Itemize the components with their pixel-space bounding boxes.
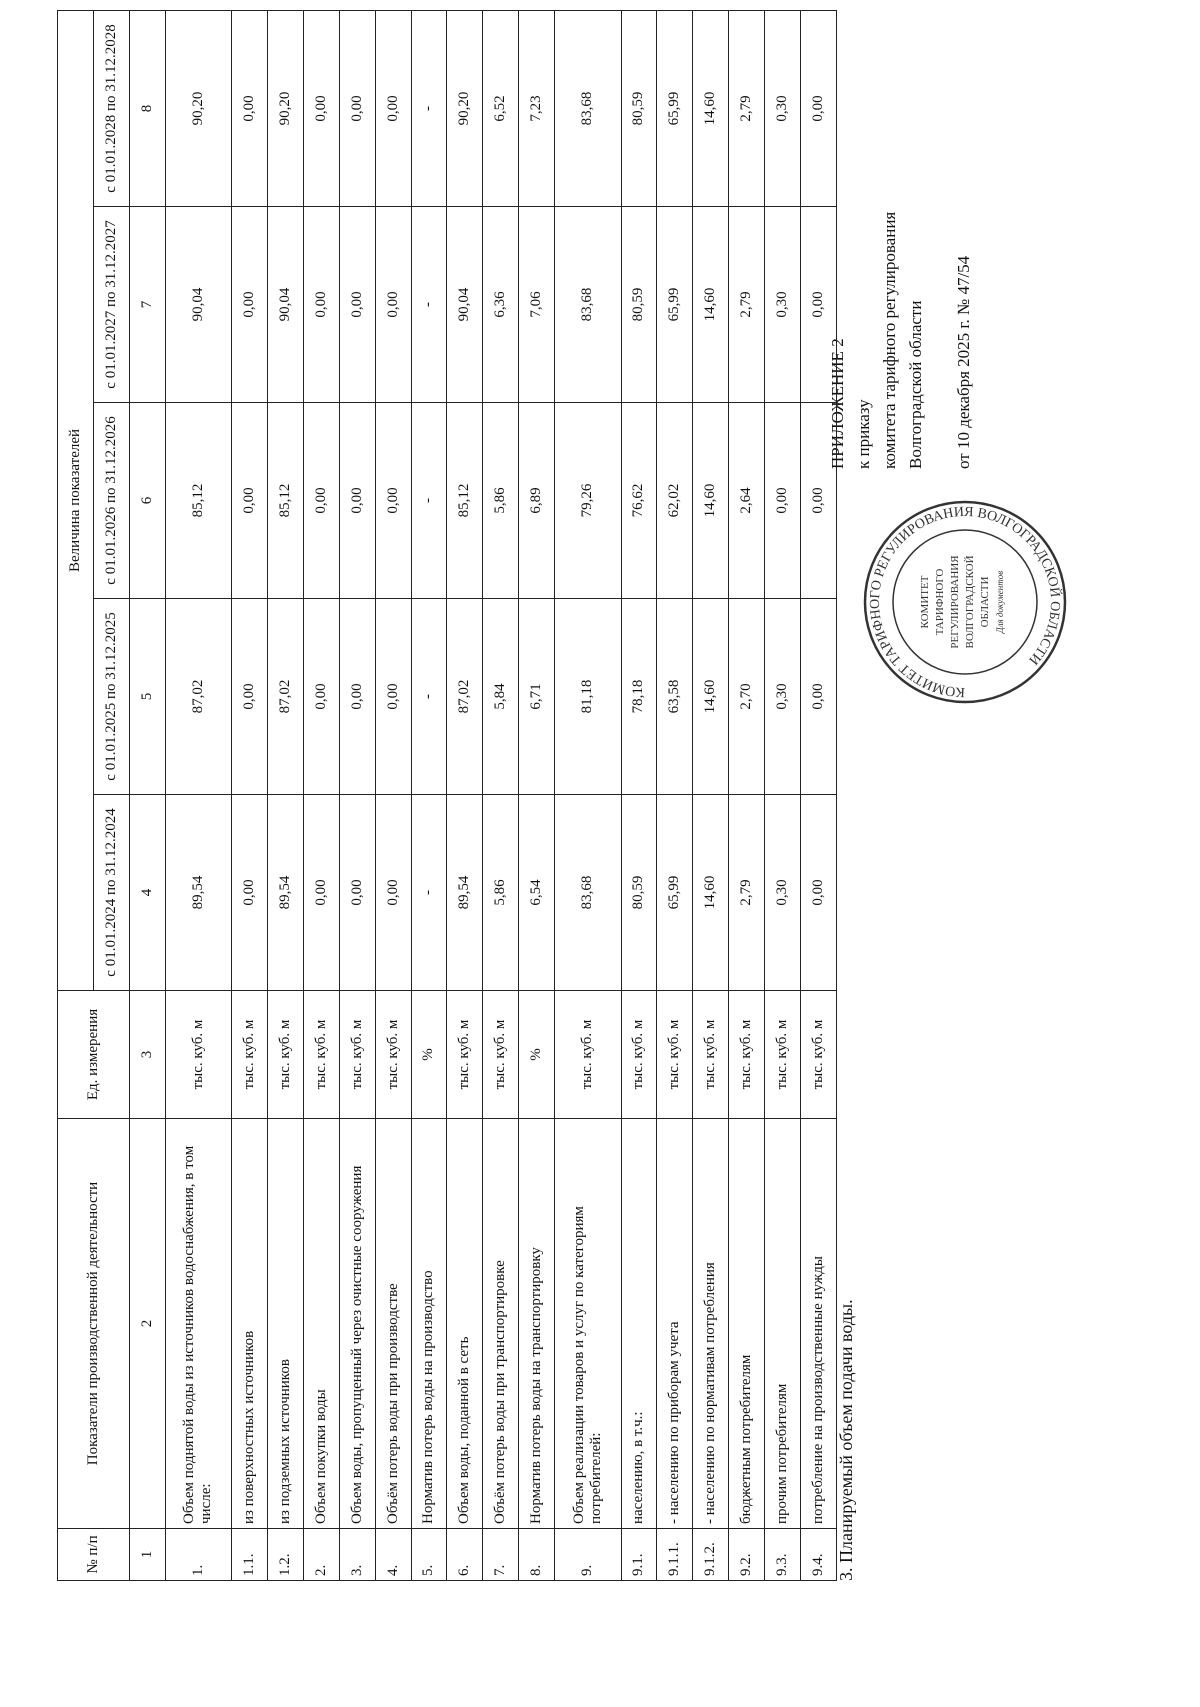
row-value: 0,00 (800, 207, 836, 403)
row-value: 2,79 (729, 795, 765, 991)
row-indicator: Объем поднятой воды из источников водоснабжения, в том числе: (165, 1119, 231, 1529)
row-value: 14,60 (693, 403, 729, 599)
official-seal-icon (860, 497, 1070, 707)
row-value: 0,30 (765, 10, 801, 206)
row-value: 7,23 (519, 10, 555, 206)
row-value: 0,00 (800, 403, 836, 599)
row-indicator: - населению по нормативам потребления (693, 1119, 729, 1529)
row-value: 62,02 (657, 403, 693, 599)
row-value: 85,12 (165, 403, 231, 599)
row-number: 9. (555, 1529, 621, 1581)
row-value: 6,36 (483, 207, 519, 403)
row-value: - (411, 10, 447, 206)
row-indicator: Норматив потерь воды на транспортировку (519, 1119, 555, 1529)
order-date: от 10 декабря 2025 г. № 47/54 (954, 255, 973, 469)
row-value: 83,68 (555, 207, 621, 403)
row-unit: тыс. куб. м (339, 991, 375, 1119)
row-value: 6,71 (519, 599, 555, 795)
table-row (519, 10, 555, 1580)
column-number: 5 (129, 599, 165, 795)
row-unit: тыс. куб. м (621, 991, 657, 1119)
row-value: 2,64 (729, 403, 765, 599)
appendix-line-1: к приказу (854, 399, 873, 469)
row-unit: тыс. куб. м (765, 991, 801, 1119)
row-number: 4. (375, 1529, 411, 1581)
row-value: 0,00 (303, 10, 339, 206)
row-value: 14,60 (693, 207, 729, 403)
row-indicator: Объём потерь воды при транспортировке (483, 1119, 519, 1529)
row-unit: тыс. куб. м (165, 991, 231, 1119)
row-unit: тыс. куб. м (800, 991, 836, 1119)
row-value: 14,60 (693, 599, 729, 795)
row-value: 5,86 (483, 403, 519, 599)
row-indicator: Объем воды, поданной в сеть (447, 1119, 483, 1529)
table-row (693, 10, 729, 1580)
row-value: 6,52 (483, 10, 519, 206)
seal-inner-3: РЕГУЛИРОВАНИЯ (949, 555, 961, 649)
row-number: 6. (447, 1529, 483, 1581)
column-number: 8 (129, 10, 165, 206)
row-value: 0,30 (765, 599, 801, 795)
row-value: 2,79 (729, 10, 765, 206)
row-value: 6,54 (519, 795, 555, 991)
row-number: 3. (339, 1529, 375, 1581)
row-value: 83,68 (555, 795, 621, 991)
row-indicator: из подземных источников (267, 1119, 303, 1529)
row-value: 90,04 (267, 207, 303, 403)
row-number: 7. (483, 1529, 519, 1581)
table-row (447, 10, 483, 1580)
row-unit: тыс. куб. м (303, 991, 339, 1119)
table-row (411, 10, 447, 1580)
row-value: 0,00 (375, 207, 411, 403)
seal-inner-4: ВОЛГОГРАДСКОЙ (964, 555, 976, 649)
column-number: 6 (129, 403, 165, 599)
row-value: 0,00 (375, 403, 411, 599)
row-unit: тыс. куб. м (693, 991, 729, 1119)
row-value: 0,00 (303, 207, 339, 403)
row-value: 0,00 (375, 795, 411, 991)
appendix-line-2: комитета тарифного регулирования (880, 211, 899, 469)
section-title: 3. Планируемый объем подачи воды. (836, 1299, 856, 1581)
row-value: 76,62 (621, 403, 657, 599)
header-values-group: Величина показателей (58, 10, 94, 990)
row-number: 9.4. (800, 1529, 836, 1581)
table-row (267, 10, 303, 1580)
row-unit: тыс. куб. м (729, 991, 765, 1119)
water-supply-table (57, 10, 837, 1581)
table-row (800, 10, 836, 1580)
row-indicator: Объем покупки воды (303, 1119, 339, 1529)
row-unit: % (411, 991, 447, 1119)
table-row (729, 10, 765, 1580)
row-number: 9.1. (621, 1529, 657, 1581)
row-indicator: потребление на производственные нужды (800, 1119, 836, 1529)
row-value: 90,20 (165, 10, 231, 206)
column-number: 1 (129, 1529, 165, 1581)
table-row (303, 10, 339, 1580)
row-value: 87,02 (165, 599, 231, 795)
row-number: 9.2. (729, 1529, 765, 1581)
row-value: 89,54 (165, 795, 231, 991)
row-value: 83,68 (555, 10, 621, 206)
row-value: - (411, 207, 447, 403)
header-no: № п/п (58, 1529, 130, 1581)
column-number: 7 (129, 207, 165, 403)
row-value: 0,00 (765, 403, 801, 599)
row-number: 1.1. (232, 1529, 268, 1581)
row-value: 90,04 (165, 207, 231, 403)
row-value: 2,79 (729, 207, 765, 403)
row-unit: тыс. куб. м (657, 991, 693, 1119)
row-number: 9.1.1. (657, 1529, 693, 1581)
header-period: с 01.01.2024 по 31.12.2024 (93, 795, 129, 991)
row-value: 0,00 (800, 10, 836, 206)
row-value: 7,06 (519, 207, 555, 403)
table-row (339, 10, 375, 1580)
row-value: 0,00 (375, 599, 411, 795)
table-row (375, 10, 411, 1580)
table-row (232, 10, 268, 1580)
row-indicator: Объём потерь воды при производстве (375, 1119, 411, 1529)
row-value: 0,00 (339, 403, 375, 599)
row-indicator: Объем воды, пропущенный через очистные сооружения (339, 1119, 375, 1529)
row-value: 78,18 (621, 599, 657, 795)
row-value: - (411, 403, 447, 599)
table-row (621, 10, 657, 1580)
table-row (165, 10, 231, 1580)
appendix-line-3: Волгоградской области (906, 300, 925, 469)
row-value: 90,04 (447, 207, 483, 403)
seal-inner-6: Для документов (995, 570, 1005, 634)
row-value: 5,86 (483, 795, 519, 991)
row-value: 6,89 (519, 403, 555, 599)
row-value: 80,59 (621, 10, 657, 206)
row-indicator: Объем реализации товаров и услуг по категориям потребителей: (555, 1119, 621, 1529)
row-value: 90,20 (447, 10, 483, 206)
row-value: 0,00 (303, 599, 339, 795)
row-value: - (411, 599, 447, 795)
row-indicator: прочим потребителям (765, 1119, 801, 1529)
row-value: 0,00 (232, 599, 268, 795)
row-value: 0,00 (232, 795, 268, 991)
table-row (657, 10, 693, 1580)
row-number: 5. (411, 1529, 447, 1581)
row-value: 0,00 (232, 10, 268, 206)
row-value: 14,60 (693, 10, 729, 206)
seal-inner-2: ТАРИФНОГО (934, 568, 946, 636)
appendix-title: ПРИЛОЖЕНИЕ 2 (828, 338, 847, 469)
row-unit: тыс. куб. м (483, 991, 519, 1119)
row-value: 89,54 (267, 795, 303, 991)
row-value: 0,00 (232, 207, 268, 403)
row-value: 2,70 (729, 599, 765, 795)
row-unit: тыс. куб. м (375, 991, 411, 1119)
column-number: 4 (129, 795, 165, 991)
row-value: 65,99 (657, 207, 693, 403)
column-number: 3 (129, 991, 165, 1119)
appendix-header (825, 29, 977, 469)
row-number: 1. (165, 1529, 231, 1581)
row-value: 81,18 (555, 599, 621, 795)
row-value: 65,99 (657, 10, 693, 206)
row-value: 65,99 (657, 795, 693, 991)
row-value: 0,00 (303, 795, 339, 991)
table-row (555, 10, 621, 1580)
row-indicator: - населению по приборам учета (657, 1119, 693, 1529)
header-period: с 01.01.2026 по 31.12.2026 (93, 403, 129, 599)
row-value: 90,20 (267, 10, 303, 206)
header-unit: Ед. измерения (58, 991, 130, 1119)
row-number: 9.3. (765, 1529, 801, 1581)
table-row (765, 10, 801, 1580)
header-indicator: Показатели производственной деятельности (58, 1119, 130, 1529)
table-row (483, 10, 519, 1580)
row-value: 80,59 (621, 795, 657, 991)
header-period: с 01.01.2025 по 31.12.2025 (93, 599, 129, 795)
row-number: 9.1.2. (693, 1529, 729, 1581)
row-unit: тыс. куб. м (447, 991, 483, 1119)
row-value: 0,00 (339, 10, 375, 206)
seal-inner-1: КОМИТЕТ (919, 575, 931, 629)
row-value: 0,00 (339, 599, 375, 795)
row-value: 0,00 (800, 599, 836, 795)
row-unit: тыс. куб. м (267, 991, 303, 1119)
row-unit: тыс. куб. м (555, 991, 621, 1119)
row-value: 0,30 (765, 795, 801, 991)
row-value: 85,12 (447, 403, 483, 599)
row-value: 85,12 (267, 403, 303, 599)
row-value: 79,26 (555, 403, 621, 599)
column-number: 2 (129, 1119, 165, 1529)
row-indicator: бюджетным потребителям (729, 1119, 765, 1529)
row-number: 2. (303, 1529, 339, 1581)
svg-text:КОМИТЕТ ТАРИФНОГО РЕГУЛИРОВАНИ: КОМИТЕТ ТАРИФНОГО РЕГУЛИРОВАНИЯ ВОЛГОГРАДСКОЙ ОБЛАСТИ (867, 504, 1063, 700)
row-indicator: населению, в т.ч.: (621, 1119, 657, 1529)
row-value: 0,00 (800, 795, 836, 991)
row-value: 0,00 (339, 795, 375, 991)
row-value: 80,59 (621, 207, 657, 403)
row-indicator: из поверхностных источников (232, 1119, 268, 1529)
row-value: - (411, 795, 447, 991)
row-value: 0,00 (232, 403, 268, 599)
row-unit: % (519, 991, 555, 1119)
row-unit: тыс. куб. м (232, 991, 268, 1119)
row-value: 0,00 (303, 403, 339, 599)
row-value: 5,84 (483, 599, 519, 795)
row-value: 63,58 (657, 599, 693, 795)
row-value: 0,00 (339, 207, 375, 403)
row-value: 0,00 (375, 10, 411, 206)
header-period: с 01.01.2027 по 31.12.2027 (93, 207, 129, 403)
row-value: 87,02 (447, 599, 483, 795)
row-number: 8. (519, 1529, 555, 1581)
header-period: с 01.01.2028 по 31.12.2028 (93, 10, 129, 206)
header-row-1 (58, 10, 94, 1580)
row-number: 1.2. (267, 1529, 303, 1581)
seal-inner-5: ОБЛАСТИ (979, 576, 991, 628)
column-numbers-row (129, 10, 165, 1580)
row-value: 87,02 (267, 599, 303, 795)
row-indicator: Норматив потерь воды на производство (411, 1119, 447, 1529)
row-value: 89,54 (447, 795, 483, 991)
row-value: 0,30 (765, 207, 801, 403)
row-value: 14,60 (693, 795, 729, 991)
